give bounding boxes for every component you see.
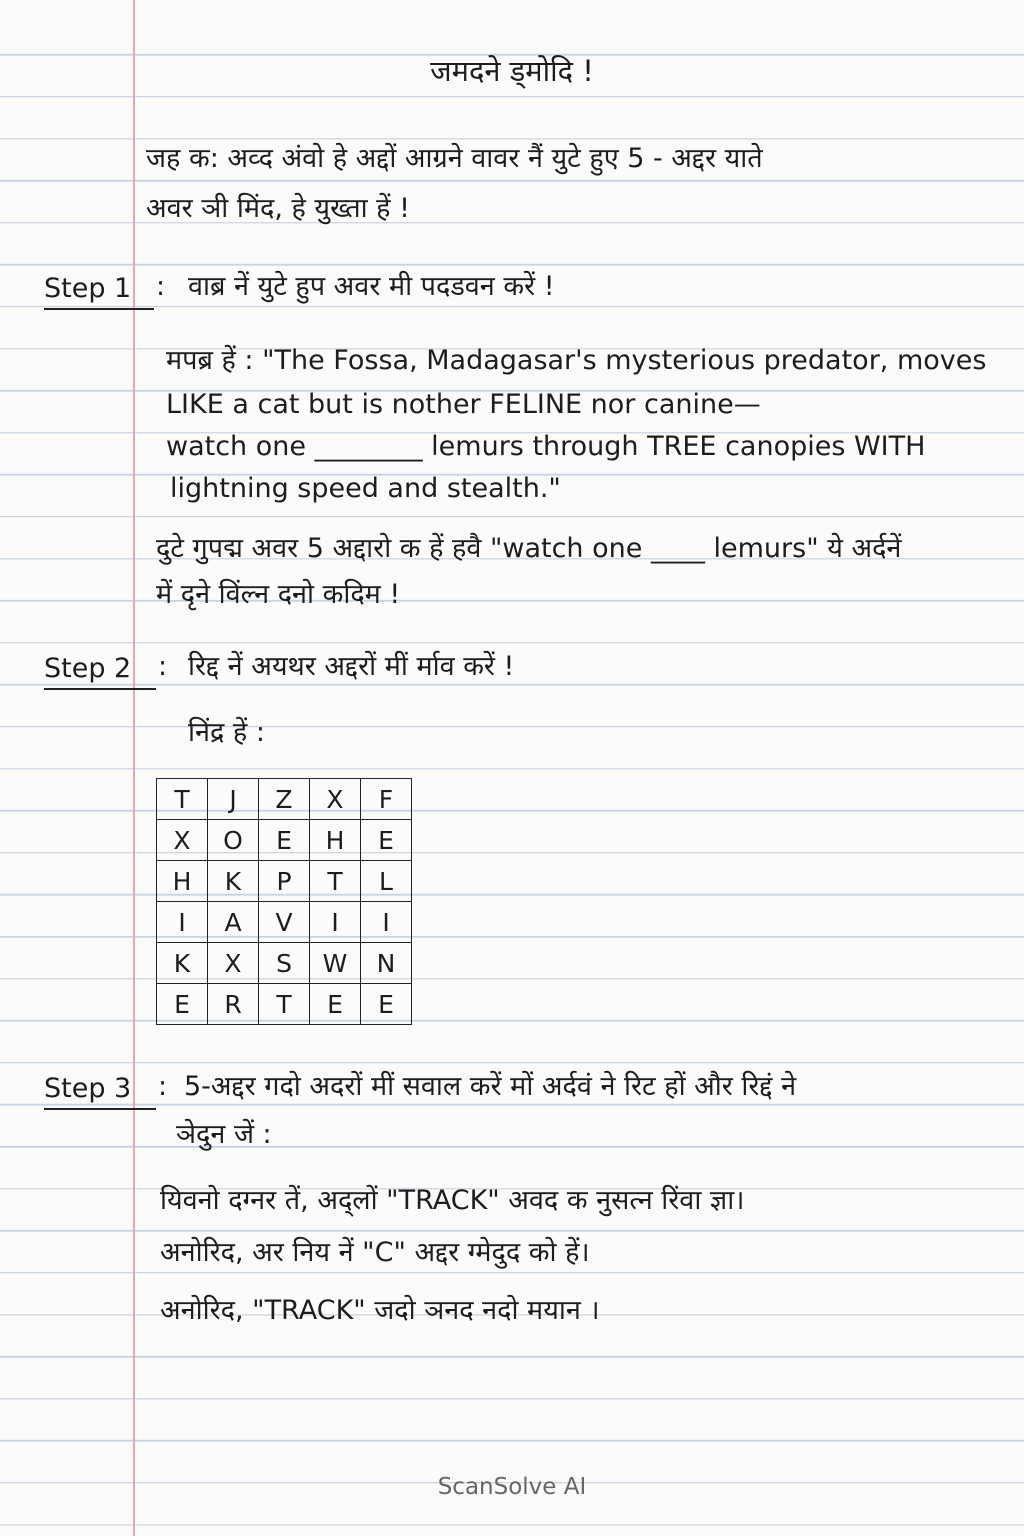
grid-cell: T [157, 779, 208, 820]
grid-cell: H [310, 820, 361, 861]
step-3-line-1: यिवनो दग्नर तें, अद्लों "TRACK" अवद क नुसत्न रिंवा ज्ञा। [160, 1185, 745, 1216]
quote-line-3: watch one ________ lemurs through TREE canopies WITH [166, 431, 926, 462]
grid-cell: V [259, 902, 310, 943]
grid-cell: A [208, 902, 259, 943]
step-3-line-3: अनोरिद, "TRACK" जदो ञनद नदो मयान । [160, 1295, 600, 1326]
grid-cell: I [310, 902, 361, 943]
grid-row [157, 820, 412, 861]
step-1-note-line-1: दुटे गुपद्म अवर 5 अद्दारो क हें हवै "watch one ____ lemurs" ये अर्दनें [156, 533, 902, 564]
grid-cell: S [259, 943, 310, 984]
grid-cell: Z [259, 779, 310, 820]
grid-cell: E [310, 984, 361, 1025]
grid-cell: R [208, 984, 259, 1025]
step-3-label: Step 3 [44, 1072, 156, 1110]
grid-row [157, 861, 412, 902]
grid-cell: L [361, 861, 412, 902]
quote-line-4: lightning speed and stealth." [170, 473, 561, 504]
grid-cell: H [157, 861, 208, 902]
step-3-heading-line-2: ञेदुन जें : [176, 1119, 272, 1150]
quote-line-2: LIKE a cat but is nother FELINE nor canine— [166, 389, 761, 420]
quote-line-1: मपब्र हें : "The Fossa, Madagasar's mysterious predator, moves [166, 345, 987, 376]
step-2-colon: : [158, 651, 168, 682]
grid-cell: E [259, 820, 310, 861]
grid-row [157, 779, 412, 820]
grid-row [157, 984, 412, 1025]
grid-cell: K [208, 861, 259, 902]
grid-cell: I [361, 902, 412, 943]
grid-cell: O [208, 820, 259, 861]
step-2-label: Step 2 [44, 652, 156, 690]
intro-line-2: अवर ञी मिंद, हे युख्ता हें ! [146, 193, 410, 224]
letter-grid [156, 778, 412, 1025]
grid-cell: N [361, 943, 412, 984]
grid-cell: T [310, 861, 361, 902]
grid-cell: I [157, 902, 208, 943]
grid-cell: X [157, 820, 208, 861]
notebook-margin-line [133, 0, 135, 1536]
grid-cell: X [208, 943, 259, 984]
step-1-heading: वाब्र नें युटे हुप अवर मी पदडवन करें ! [188, 271, 555, 302]
grid-cell: P [259, 861, 310, 902]
grid-cell: T [259, 984, 310, 1025]
step-1-note-line-2: में दृने विंल्न दनो कदिम ! [156, 579, 401, 610]
step-1-label: Step 1 [44, 272, 154, 310]
grid-row [157, 943, 412, 984]
grid-cell: F [361, 779, 412, 820]
grid-cell: J [208, 779, 259, 820]
step-2-subheading: निंद्र हें : [188, 717, 265, 748]
intro-line-1: जह क: अव्द अंवो हे अद्दों आग्रने वावर नैं युटे हुए 5 - अद्दर याते [146, 143, 763, 174]
step-3-colon: : [158, 1071, 168, 1102]
grid-row [157, 902, 412, 943]
step-3-line-2: अनोरिद, अर निय नें "C" अद्दर ग्मेदुद को हें। [160, 1237, 590, 1268]
grid-cell: W [310, 943, 361, 984]
page-title: जमदने ड्मोदि ! [430, 54, 594, 88]
step-3-heading-line-1: 5-अद्दर गदो अदरों मीं सवाल करें मों अर्दवं ने रिट हों और रिद्दं ने [184, 1071, 797, 1102]
step-2-heading: रिद्द नें अयथर अद्दरों मीं र्माव करें ! [188, 651, 515, 682]
grid-cell: K [157, 943, 208, 984]
step-1-colon: : [156, 271, 166, 302]
grid-cell: E [361, 820, 412, 861]
watermark: ScanSolve AI [437, 1474, 587, 1500]
grid-cell: X [310, 779, 361, 820]
grid-cell: E [361, 984, 412, 1025]
grid-cell: E [157, 984, 208, 1025]
